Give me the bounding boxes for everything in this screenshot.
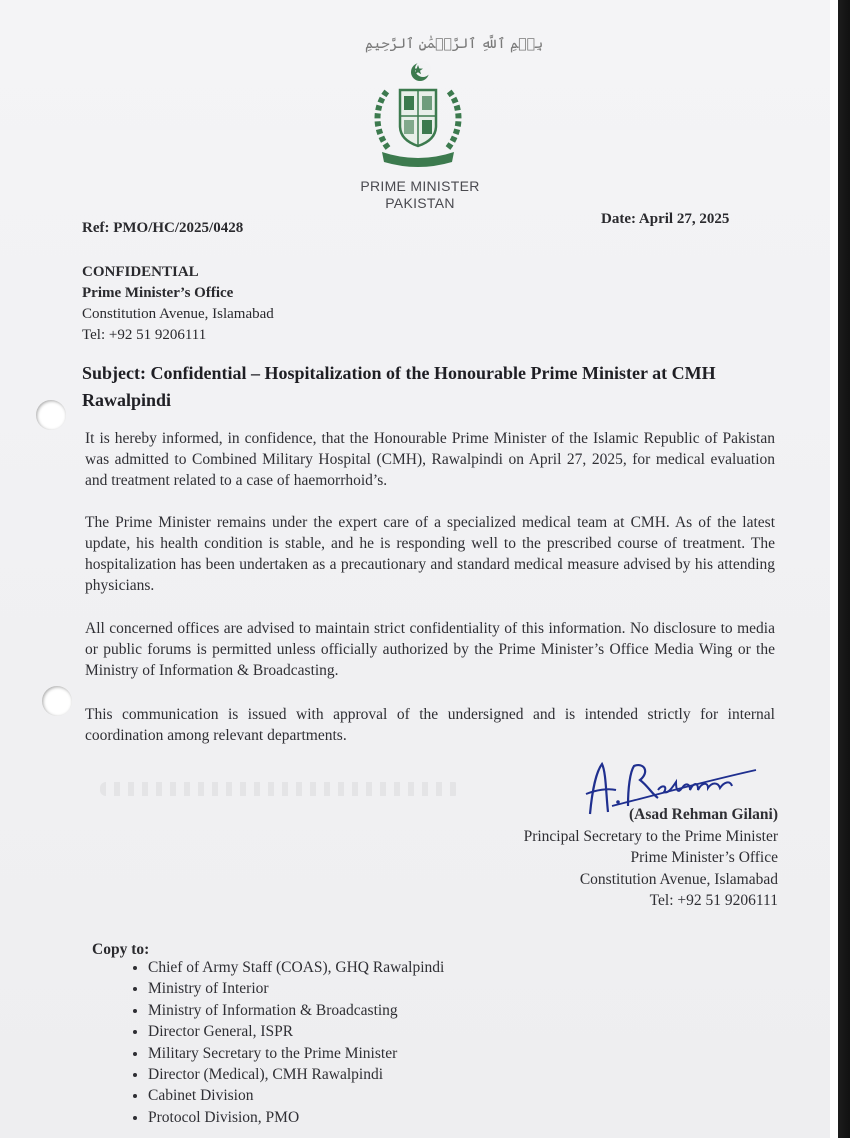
sender-address (82, 262, 274, 346)
list-item: • Ministry of Information & Broadcasting (148, 1000, 444, 1021)
reference-number: Ref: PMO/HC/2025/0428 (82, 220, 244, 236)
body-paragraph: The Prime Minister remains under the expert care of a specialized medical team at CMH. As of the latest update, his health condition is stable, and he is responding well to the prescribed course of treatment. The hospitalization has been undertaken as a precautionary and standard medical measure advised by his attending physicians. (85, 514, 775, 594)
bismillah-calligraphy: بِسۡمِ ٱللَّهِ ٱلرَّحۡمَٰنِ ٱلرَّحِيمِ (365, 36, 544, 52)
office-street: Constitution Avenue, Islamabad (82, 306, 274, 322)
page-edge-shadow (830, 0, 850, 1143)
signatory-title: Principal Secretary to the Prime Minister (523, 827, 778, 845)
copy-to-heading: Copy to: (92, 941, 150, 958)
subject-line: Subject: Confidential – Hospitalization of the Honourable Prime Minister at CMH Rawalpindi (82, 363, 716, 410)
office-title-line1: PRIME MINISTER (360, 178, 480, 194)
body-paragraph: All concerned offices are advised to maintain strict confidentiality of this information. No disclosure to media or public forums is permitted unless officially authorized by the Prime Minister’s Office Media Wing or the Ministry of Information & Broadcasting. (85, 620, 775, 679)
signatory-block (470, 804, 778, 912)
list-item: • Protocol Division, PMO (148, 1107, 444, 1128)
body-paragraph: It is hereby informed, in confidence, that the Honourable Prime Minister of the Islamic Republic of Pakistan was admitted to Combined Military Hospital (CMH), Rawalpindi on April 27, 2025, for medical evaluation and treatment related to a case of haemorrhoid’s. (85, 430, 775, 489)
signatory-office: Prime Minister’s Office (630, 849, 778, 866)
punch-hole-top (36, 400, 66, 430)
faint-smudge (100, 782, 460, 796)
body-paragraph: This communication is issued with approval of the undersigned and is intended strictly for internal coordination among relevant departments. (85, 706, 775, 744)
signatory-street: Constitution Avenue, Islamabad (579, 870, 778, 888)
bottom-margin (0, 1138, 850, 1143)
office-title (320, 178, 520, 212)
list-item: • Director General, ISPR (148, 1021, 444, 1042)
office-title-line2: PAKISTAN (385, 195, 455, 211)
list-item: • Cabinet Division (148, 1085, 444, 1106)
copy-to-list (118, 957, 444, 1128)
state-emblem-of-pakistan-icon (368, 60, 468, 172)
signatory-tel: Tel: +92 51 9206111 (649, 892, 778, 909)
signatory-name: (Asad Rehman Gilani) (629, 806, 778, 823)
office-name: Prime Minister’s Office (82, 285, 234, 301)
classification-label: CONFIDENTIAL (82, 264, 199, 280)
list-item: • Ministry of Interior (148, 978, 444, 999)
punch-hole-bottom (42, 686, 72, 716)
list-item: • Director (Medical), CMH Rawalpindi (148, 1064, 444, 1085)
list-item: • Military Secretary to the Prime Minister (148, 1043, 444, 1064)
letter-date: Date: April 27, 2025 (601, 211, 730, 227)
office-tel: Tel: +92 51 9206111 (82, 327, 207, 343)
list-item: • Chief of Army Staff (COAS), GHQ Rawalpindi (148, 957, 444, 978)
